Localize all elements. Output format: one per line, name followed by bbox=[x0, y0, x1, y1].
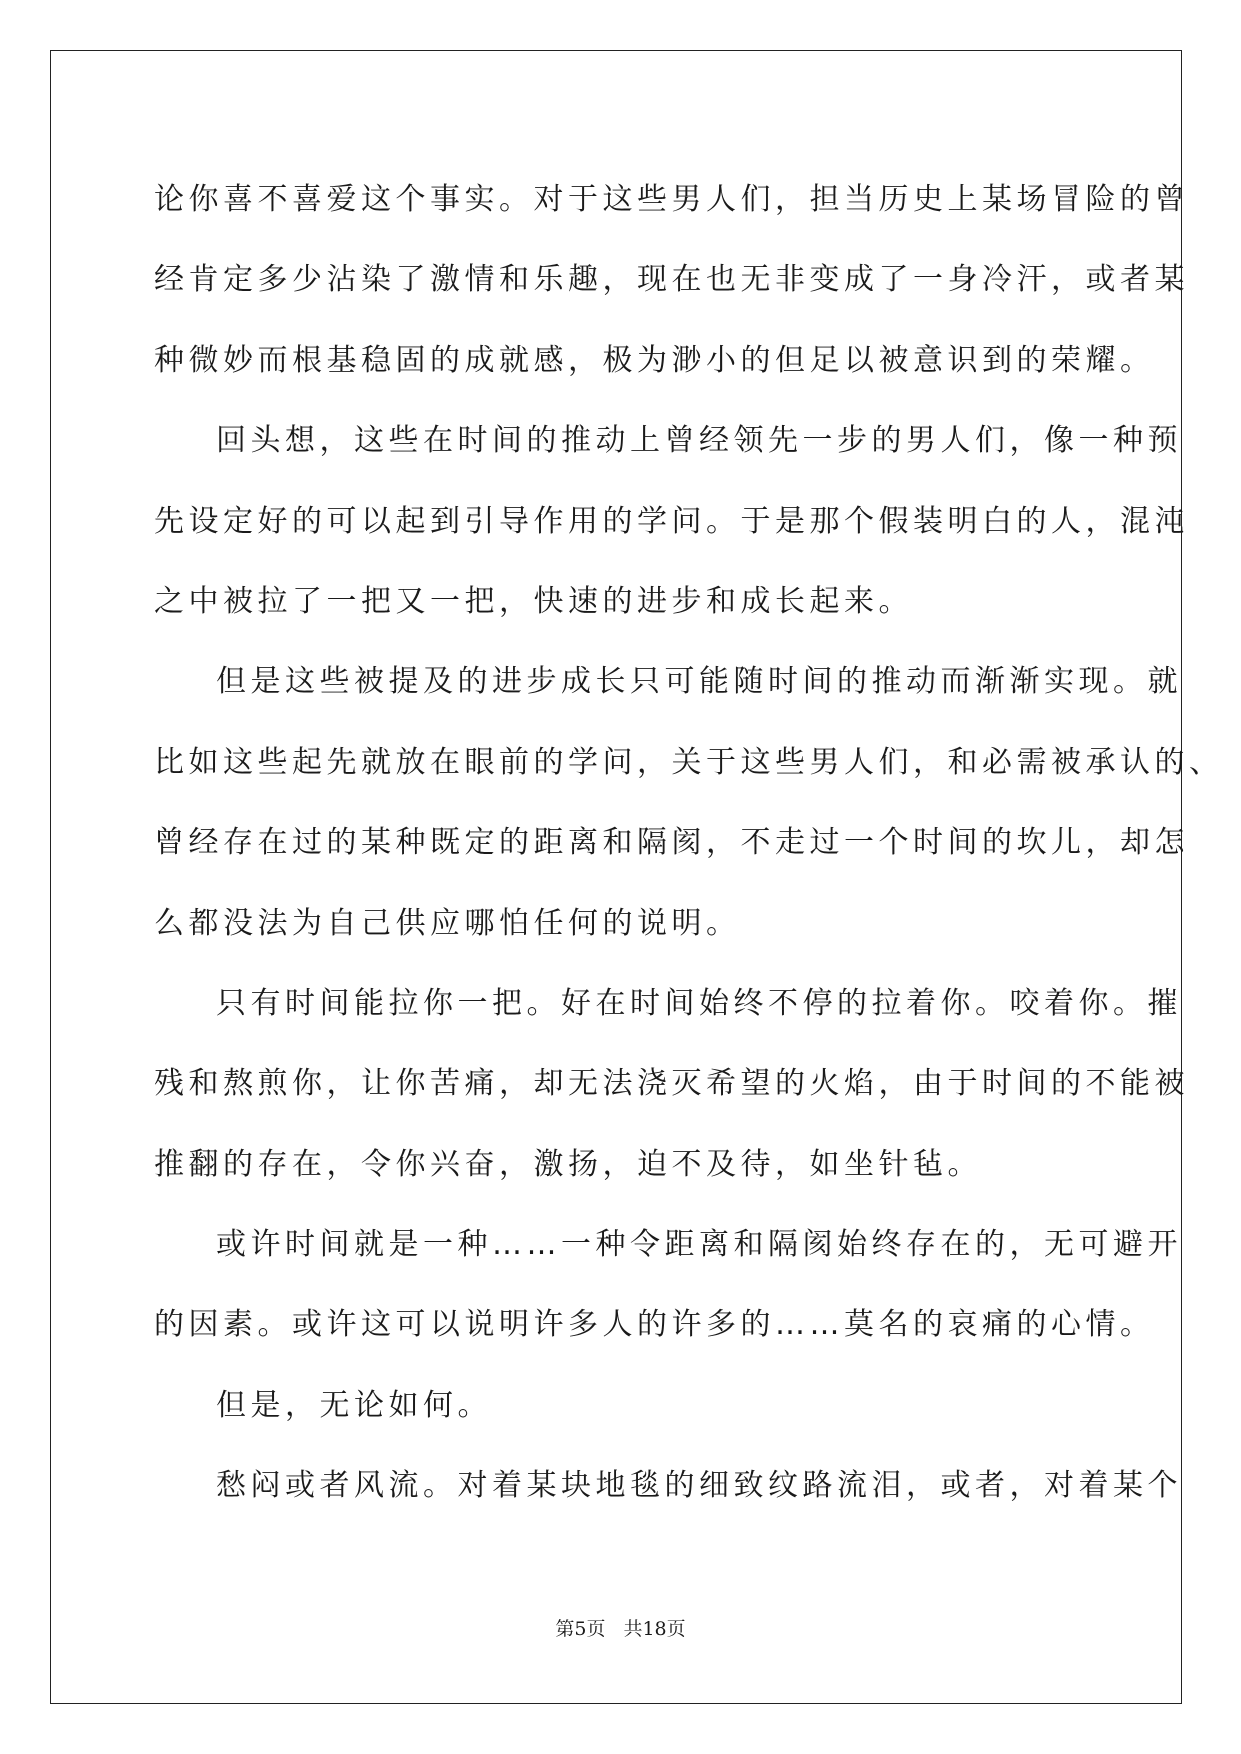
paragraph-4 bbox=[154, 964, 1189, 1205]
text-line: 回头想，这些在时间的推动上曾经领先一步的男人们，像一种预 bbox=[216, 423, 1182, 459]
text-line: 曾经存在过的某种既定的距离和隔阂，不走过一个时间的坎儿，却怎 bbox=[154, 825, 1189, 861]
text-line: 种微妙而根基稳固的成就感，极为渺小的但足以被意识到的荣耀。 bbox=[154, 342, 1155, 378]
text-line: 的因素。或许这可以说明许多人的许多的……莫名的哀痛的心情。 bbox=[154, 1307, 1155, 1343]
paragraph-3 bbox=[154, 642, 1224, 964]
text-line: 比如这些起先就放在眼前的学问，关于这些男人们，和必需被承认的、 bbox=[154, 744, 1224, 780]
text-line: 么都没法为自己供应哪怕任何的说明。 bbox=[154, 905, 741, 941]
text-line: 经肯定多少沾染了激情和乐趣，现在也无非变成了一身冷汗，或者某 bbox=[154, 262, 1189, 298]
text-line: 推翻的存在，令你兴奋，激扬，迫不及待，如坐针毡。 bbox=[154, 1146, 982, 1182]
document-body bbox=[154, 160, 1224, 1527]
paragraph-2 bbox=[154, 401, 1189, 642]
text-line: 先设定好的可以起到引导作用的学问。于是那个假装明白的人，混沌 bbox=[154, 503, 1189, 539]
page-number: 第5页 bbox=[555, 1618, 606, 1640]
text-line: 或许时间就是一种……一种令距离和隔阂始终存在的，无可避开 bbox=[216, 1227, 1182, 1263]
text-line: 愁闷或者风流。对着某块地毯的细致纹路流泪，或者，对着某个 bbox=[216, 1468, 1182, 1504]
paragraph-6 bbox=[154, 1366, 1094, 1446]
text-line: 但是，无论如何。 bbox=[216, 1387, 492, 1423]
text-line: 论你喜不喜爱这个事实。对于这些男人们，担当历史上某场冒险的曾 bbox=[154, 182, 1189, 217]
page-footer bbox=[0, 1614, 1241, 1641]
text-line: 但是这些被提及的进步成长只可能随时间的推动而渐渐实现。就 bbox=[216, 664, 1182, 700]
text-line: 之中被拉了一把又一把，快速的进步和成长起来。 bbox=[154, 583, 913, 619]
text-line: 残和熬煎你，让你苦痛，却无法浇灭希望的火焰，由于时间的不能被 bbox=[154, 1066, 1189, 1102]
total-pages: 共18页 bbox=[623, 1618, 686, 1640]
text-line: 只有时间能拉你一把。好在时间始终不停的拉着你。咬着你。摧 bbox=[216, 985, 1182, 1021]
paragraph-5 bbox=[154, 1205, 1182, 1366]
paragraph-1 bbox=[154, 160, 1189, 401]
paragraph-7 bbox=[154, 1446, 1182, 1526]
